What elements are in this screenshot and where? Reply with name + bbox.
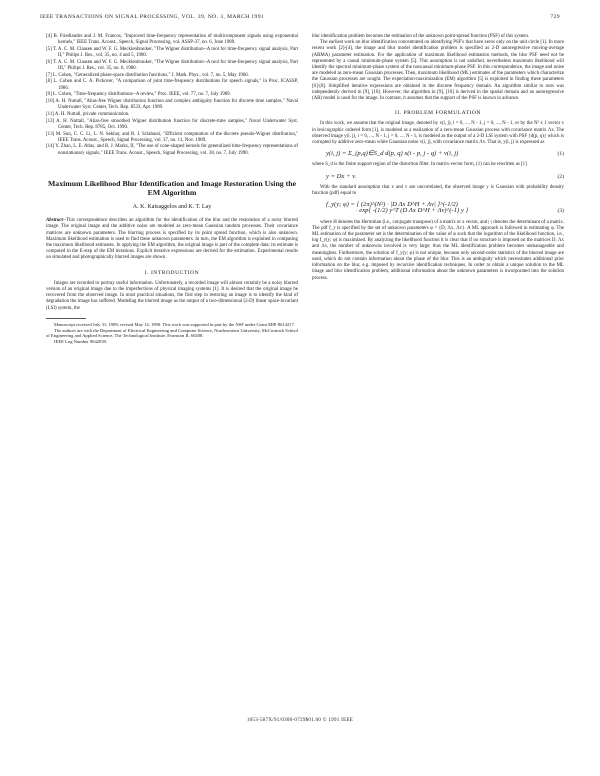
right-column — [312, 34, 564, 282]
reference-item: [8] L. Cohen and C. A. Pickover, "A comparison of joint time-frequency distributions for speech signals," in Proc. ICASSP, 1986. — [46, 79, 298, 91]
body-paragraph: With the standard assumption that x and v are uncorrelated, the observed image y is Gaussian with probability density function (pdf) equal to — [312, 184, 564, 197]
equation-body: y = Dx + v. — [326, 172, 357, 180]
reference-item: [5] T. A. C. M. Claasen and W. F. G. Mecklenbrauker, "The Wigner distribution--A tool for time-frequency signal analysis, Part II," Philips J. Res., vol. 35, no. 4 and 5, 1980. — [46, 46, 298, 59]
intro-paragraph: Images are recorded to portray useful information. Unfortunately, a recorded image will almost certainly be a noisy blurred version of an original image due to the imperfections of physical imaging systems [1]. It is desired that the original image be recovered from the observed image. In most practical situations, the first step in restoring an image is to identify the kind of degradation the image has suffered. Modeling the blurred image as the output of a two-dimensional (2-D) linear space-invariant (LSI) system, the — [46, 280, 298, 311]
equation-number: (2) — [557, 173, 564, 180]
section-heading-problem: II. PROBLEM FORMULATION — [395, 110, 481, 117]
body-paragraph: In this work, we assume that the original image, denoted by x(i, j), i = 0, ..., N - 1, j = 0, ..., N - 1, or by the N² x 1 vector x in lexicographic ordered form [1], is modeled as a realization of a zero-mean Gaussian process with covariance matrix Λx. The observed image y(i, j), i = 0, ..., N - 1, j = 0, ..., N - 1, is modeled as the output of a 2-D LSI system with PSF {d(p, q)} which is corrupted by additive zero-mean white Gaussian noise v(i, j), with covariance matrix Λv. That is, y(i, j) is expressed as — [312, 121, 564, 146]
copyright-footer: 1053-587X/91/0300-0729$01.00 © 1991 IEEE — [246, 718, 354, 723]
footnote-log-number: IEEE Log Number 9042039. — [54, 339, 108, 345]
reference-item: [12] A. H. Nuttall, "Alias-free smoothed Wigner distribution function for discrete-time samples," Naval Underwater Syst. Center, Tech. Rep. 8785, Oct. 1990. — [46, 118, 298, 130]
article-authors: A. K. Katsaggelos and K. T. Lay — [132, 204, 212, 211]
journal-header: IEEE TRANSACTIONS ON SIGNAL PROCESSING, VOL. 39, NO. 3, MARCH 1991 — [40, 14, 265, 20]
equation-body-line2: · exp{ -(1/2) y^T (D Λx D^H + Λv)^(-1) y } — [356, 207, 469, 215]
body-paragraph: The earliest work on blur identification concentrated on identifying PSF's that have zeros only on the unit circle [1]. In more recent work [2]-[4], the image and blur model identification problem is specified as 2-D autoregressive moving-average (ARMA) parameter estimation. For the application of maximum likelihood estimation methods, the blur PSF need not be represented by a causal minimum-phase system [5]. This assumption is not satisfied, nevertheless maximum likelihood will identify the spectral minimum-phase system of the noncausal minimum-phase PSF. In this correspondence, the image and noise are modeled as zero-mean Gaussian processes. Then, maximum likelihood (ML) estimates of the parameters which characterize the Gaussian processes are sought. The expectation-maximization (EM) algorithm [5] is exploited in finding these parameters [6]-[8]. Simplified iterative expressions are obtained in the discrete frequency domain. An algorithm similar to ours was independently derived in [9], [10]. However, the algorithm in [9], [10] is derived in the spatial domain and an autoregressive (AR) model is used for the image. In contrast, it assumes that the support of the PSF is known in advance. — [312, 40, 564, 102]
article-block — [46, 179, 298, 345]
running-header — [40, 14, 560, 20]
footnote-divider — [46, 318, 86, 319]
section-heading-introduction: I. INTRODUCTION — [144, 269, 200, 276]
equation-number: (1) — [557, 151, 564, 158]
footnote-affiliation: The authors are with the Department of Electrical Engineering and Computer Science, Northwestern University, McCormick School of Engineering and Applied Science, The Technological Institute, Evanston IL 60208. — [46, 327, 298, 339]
reference-item: [14] Y. Zhao, L. E. Atlas, and R. J. Marks, II, "The use of cone-shaped kernels for generalized time-frequency representations of nonstationary signals," IEEE Trans. Acoust., Speech, Signal Processing, vol. 38, no. 7, July 1990. — [46, 144, 298, 156]
reference-item: [6] T. A. C. M. Claasen and W. F. G. Mecklenbrauker, "The Wigner distribution--A tool for time-frequency signal analysis, Part III," Philips J. Res., vol. 35, no. 6, 1980. — [46, 59, 298, 72]
equation-2 — [326, 174, 564, 180]
abstract-text: --This correspondence describes an algorithm for the identification of the blur and the restoration of a noisy blurred image. The original image and the additive noise are modeled as zero-mean Gaussian random processes. Their covariance matrices are unknown parameters. The blurring process is specified by its point spread function, which is also unknown. Maximum likelihood estimation is used to find these unknown parameters. In turn, the EM algorithm is exploited in computing the maximum likelihood estimates. In applying the EM algorithm, the original image is part of the complete data; its estimate is computed in the E-step of the EM iterations. Explicit iterative expressions are derived for the estimation. Experimental results on simulated and photographically blurred images are shown. — [46, 218, 298, 261]
page-number: 729 — [550, 14, 560, 20]
reference-item: [13] M. Sun, C. C. Li, L. N. Sekhar, and R. J. Sclabassi, "Efficient computation of the discrete pseudo-Wigner distribution," IEEE Trans. Acoust., Speech, Signal Processing, vol. 37, no. 11, Nov. 1989. — [46, 131, 298, 143]
reference-item: [9] L. Cohen, "Time-frequency distributions--A review," Proc. IEEE, vol. 77, no. 7, July 1989. — [46, 92, 231, 98]
equation-body-line1: f_y(y; φ) = [ (2π)^(N²) · |D Λx D^H + Λv| ]^(-1/2) — [326, 201, 458, 209]
equation-1 — [326, 151, 564, 157]
reference-item: [4] B. Friedlander and J. M. Francos, "Improved time-frequency representation of multicomponent signals using exponential kernels," IEEE Trans. Acoust., Speech, Signal Processing, vol. ASSP-37, no. 6, June 1989. — [46, 34, 298, 46]
reference-list — [46, 34, 298, 157]
equation-number: (3) — [557, 208, 564, 215]
footnote-manuscript: Manuscript received July 31, 1989; revised May 14, 1990. This work was supported in part by the NSF under Grant MIP-8614217. — [54, 321, 296, 327]
article-title: Maximum Likelihood Blur Identification and Image Restoration Using the EM Algorithm — [47, 178, 297, 198]
reference-item: [11] A. H. Nuttall, private communication. — [46, 111, 130, 117]
equation-line-2 — [326, 208, 564, 214]
body-paragraph: blur identification problem becomes the estimation of the unknown point-spread function (PSF) of this system. — [312, 34, 530, 39]
abstract-label: Abstract — [46, 218, 63, 224]
equation-body: y(i, j) = Σ_(p,q)∈S_d d(p, q) x(i - p, j - q) + v(i, j) — [326, 150, 459, 158]
body-paragraph: where H denotes the Hermitian (i.e., conjugate transpose) of a matrix or a vector, and |·| denotes the determinant of a matrix. The pdf f_y is specified by the set of unknown parameters φ = {D, Λx, Λv}. A ML approach is followed in estimating φ. The ML estimation of the parameter set is the determination of the value of φ such that the logarithm of the likelihood function, i.e., log f_y(y; φ) is maximized. By analyzing the likelihood function it is clear that if no structure is imposed on the matrices D, Λx and Λv, the number of unknowns involved is very large; thus the ML identification problem becomes unmanageable and meaningless. Furthermore, the solution of f_y(y; φ) is not unique, because only second-order statistics of the blurred image are used, which do not contain information about the phase of the blur. This is an ambiguity which necessitates additional prior information on the blur, e.g. imposed by recursive identification techniques. In order to obtain a unique solution to the ML image and blur identification problem, additional information about the unknown parameters is incorporated into the solution process. — [312, 219, 564, 281]
reference-item: [7] L. Cohen, "Generalized phase-space distribution functions," J. Math. Phys., vol. 7, no. 5, May 1966. — [46, 72, 249, 78]
left-column — [46, 34, 298, 345]
abstract — [46, 218, 298, 261]
equation-3 — [326, 202, 564, 214]
body-paragraph: where S_d is the finite support region of the distortion filter. In matrix-vector form, (1) can be rewritten as [1] — [312, 162, 527, 168]
reference-item: [10] A. H. Nuttall, "Alias-free Wigner distribution function and complex ambiguity function for discrete time samples," Naval Underwater Syst. Center, Tech. Rep. 8533, Apr. 1989. — [46, 99, 298, 111]
